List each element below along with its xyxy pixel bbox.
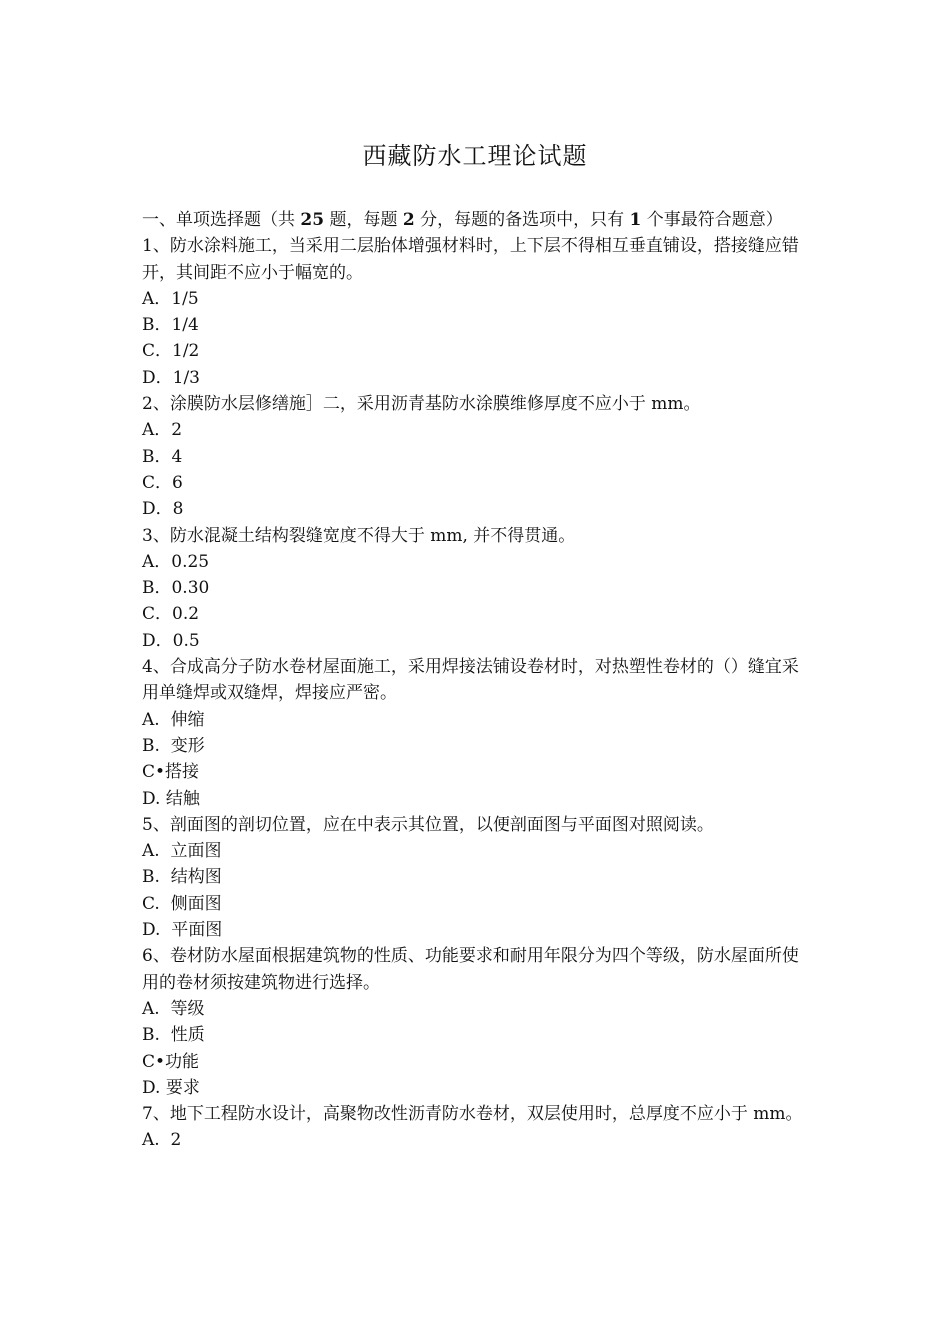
points-per-question: 2 [402, 210, 415, 230]
section-heading-text: 题，每题 [324, 210, 403, 230]
question-stem: 4、合成高分子防水卷材屋面施工，采用焊接法铺设卷材时，对热塑性卷材的（）缝宜采用单缝焊或双缝焊，焊接应严密。 [142, 657, 799, 704]
section-heading-suffix: 个事最符合题意） [641, 210, 783, 230]
section-heading-text: 分，每题的备选项中，只有 [414, 210, 630, 230]
option-a: A. 立面图 [142, 841, 222, 862]
document-title: 西藏防水工理论试题 [362, 142, 588, 170]
option-c: C．6 [142, 472, 183, 493]
option-a: A. 2 [142, 1130, 182, 1151]
option-c: C．0.2 [142, 604, 200, 625]
option-a: A. 伸缩 [142, 709, 205, 730]
question-count: 25 [300, 210, 325, 230]
option-c: C•搭接 [142, 762, 200, 783]
question-stem: 5、剖面图的剖切位置，应在中表示其位置，以便剖面图与平面图对照阅读。 [142, 814, 714, 835]
question-list [142, 207, 807, 1154]
option-c: C. 侧面图 [142, 893, 222, 914]
option-d: D. 平面图 [142, 920, 223, 941]
option-d: D．1/3 [142, 367, 200, 388]
option-b: B. 性质 [142, 1025, 205, 1046]
question-stem: 6、卷材防水屋面根据建筑物的性质、功能要求和耐用年限分为四个等级，防水屋面所使用的卷材须按建筑物进行选择。 [142, 946, 799, 993]
option-c: C•功能 [142, 1051, 200, 1072]
section-heading [142, 207, 807, 233]
question-stem: 3、防水混凝土结构裂缝宽度不得大于 mm, 并不得贯通。 [142, 525, 576, 546]
question-stem: 2、涂膜防水层修缮施］二，采用沥青基防水涂膜维修厚度不应小于 mm。 [142, 394, 701, 415]
option-b: B．1/4 [142, 315, 199, 336]
option-a: A. 等级 [142, 998, 205, 1019]
answer-count: 1 [629, 210, 642, 230]
option-d: D. 结触 [142, 788, 200, 809]
option-b: B．0.30 [142, 578, 210, 599]
option-d: D. 要求 [142, 1077, 200, 1098]
option-b: B. 变形 [142, 735, 205, 756]
option-a: A．2 [142, 420, 183, 441]
question-stem: 7、地下工程防水设计，高聚物改性沥青防水卷材，双层使用时，总厚度不应小于 mm。 [142, 1104, 803, 1125]
option-a: A．0.25 [142, 551, 210, 572]
question-stem: 1、防水涂料施工，当采用二层胎体增强材料时，上下层不得相互垂直铺设，搭接缝应错开，其间距不应小于幅宽的。 [142, 236, 799, 283]
option-d: D．0.5 [142, 630, 200, 651]
option-b: B. 结构图 [142, 867, 222, 888]
option-a: A．1/5 [142, 288, 199, 309]
option-d: D．8 [142, 499, 184, 520]
option-c: C．1/2 [142, 341, 200, 362]
section-heading-prefix: 一、单项选择题（共 [142, 210, 301, 230]
option-b: B．4 [142, 446, 183, 467]
